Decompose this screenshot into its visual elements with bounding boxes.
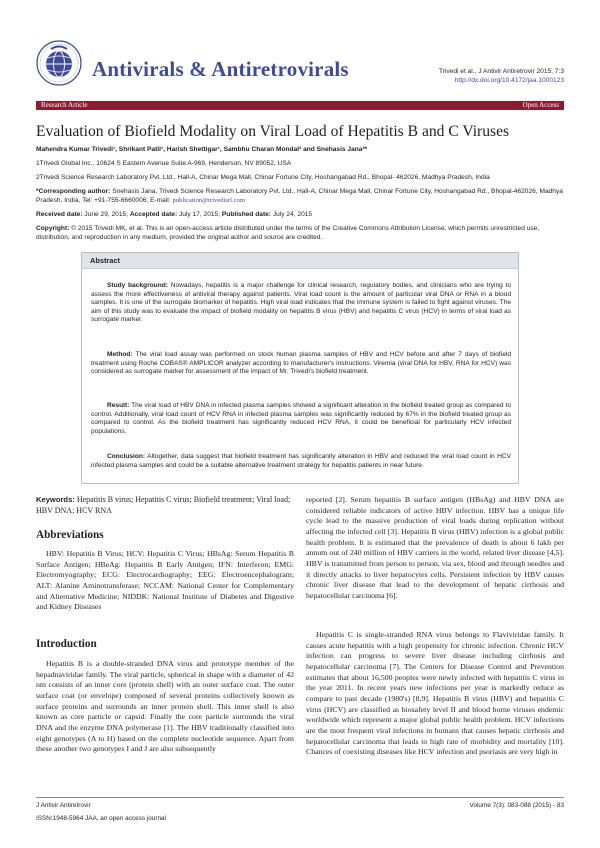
keywords-label: Keywords: <box>36 495 75 504</box>
abstract-heading: Abstract <box>82 253 518 269</box>
abstract-conclusion <box>91 453 511 470</box>
footer-issn: ISSN:1948-5964 JAA, an open access journal <box>36 815 167 822</box>
abstract-background-text: Nowadays, hepatitis is a major challenge for clinical research, regulatory bodies, and clinicians who are trying to assess the more effectiveness of antiviral therapy against patients. Viral load count is the amount of particular viral DNA or RNA in a blood samples. It is one of the surrogate biomarker of hepatitis. High viral load indicates that the immune system is failed to fight against viruses. The aim of this study was to evaluate the impact of biofield modality on hepatitis B virus (HBV) and hepatitis C virus (HCV) in terms of viral load as surrogate marker. <box>91 282 511 324</box>
copyright-label: Copyright: <box>36 225 70 232</box>
corresponding-text: Snehasis Jana, Trivedi Science Research Laboratory Pvt. Ltd., Hall-A, Chinar Mega Mall, Chinar Fortune City, Hoshangabad Rd., Bhopal-462026, Madhya Pradesh, India, Tel: +91-755-6660006; E-mail: <box>36 188 563 204</box>
received-date: June 29, 2015; <box>84 211 129 218</box>
citation-text: Trivedi et al., J Antivir Antiretrovir 2015, 7:3 <box>438 68 564 75</box>
accepted-date: July 17, 2015; <box>179 211 221 218</box>
right-column-paragraph-1: reported [2]. Serum hepatitis B surface antigen (HBsAg) and HBV DNA are considered reliable indicators of active HBV infection. HBV has a unique life cycle lead to the massive production of viral loads during replication without affecting the infected cell [3]. Hepatitis B virus (HBV) infection is a global public health problem. It is estimated that the prevalence of death is about 6 lakh per annum out of 240 million of HBV carriers in the world, related liver disease [4,5]. HBV is transmitted from person to person, via sex, blood and through needles and it directly attacks to liver hepatocytes cells. Persistent infection by HBV causes chronic liver disease that lead to the development of hepatic cirrhosis and hepatocellular carcinoma [6]. <box>306 495 564 600</box>
published-label: Published date: <box>221 211 271 218</box>
corresponding-author <box>36 188 564 205</box>
article-type-label: Research Article <box>41 101 88 109</box>
footer-journal: J Antivir Antiretrovir <box>36 802 91 809</box>
article-dates <box>36 211 564 220</box>
abstract-method <box>91 351 511 377</box>
globe-logo-icon <box>36 40 82 86</box>
keywords-text: Hepatitis B virus; Hepatitis C virus; Biofield treatment; Viral load; HBV DNA; HCV RNA <box>36 495 291 515</box>
abbreviations-text: HBV: Hepatitis B Virus; HCV: Hepatitis C Virus; HBsAg: Serum Hepatitis B Surface Antigen; HBeAg: Hepatitis B Early Antigen; IFN: Interferon; EMG: Electromyography; ECG: Electrocardiography; EEG: Electroencephalogram; ALT: Alanine Aminotransferase; NCCAM: National Center for Complementary and Alternative Medicine; NIDDK: National Institute of Diabetes and Digestive and Kidney Diseases <box>36 549 294 612</box>
corresponding-label: *Corresponding author: <box>36 188 111 195</box>
footer-volume: Volume 7(3): 083-088 (2015) - 83 <box>469 802 564 809</box>
abstract-result <box>91 402 511 436</box>
affiliation-2: 2Trivedi Science Research Laboratory Pvt. Ltd., Hall-A, Chinar Mega Mall, Chinar Fortune City, Hoshangabad Rd., Bhopal- 462026, Madhya Pradesh, India <box>36 174 490 181</box>
abstract-background-label: Study background: <box>107 282 168 289</box>
citation-block <box>439 68 564 85</box>
abstract-box <box>81 252 519 484</box>
abstract-result-label: Result: <box>107 402 130 409</box>
article-title: Evaluation of Biofield Modality on Viral Load of Hepatitis B and C Viruses <box>36 123 510 140</box>
author-list: Mahendra Kumar Trivedi¹, Shrikant Patil¹, Harish Shettigar¹, Sambhu Charan Mondal² and Snehasis Jana²* <box>36 146 368 153</box>
article-type-banner <box>36 101 564 110</box>
keywords <box>36 495 296 516</box>
abstract-method-text: The viral load assay was performed on stock human plasma samples of HBV and HCV before and after 7 days of biofield treatment using Roche COBAS® AMPLICOR analyzer according to manufacturer's instructions. Viremia (viral DNA for HBV, RNA for HCV) was considered as surrogate marker for assessment of the impact of Mr. Trivedi's biofield treatment. <box>91 351 511 376</box>
abstract-conclusion-text: Altogether, data suggest that biofield treatment has significantly alteration in HBV and reduced the viral load count in HCV infected plasma samples and could be a suitable alternative treatment strategy for hepatitis patients in near future. <box>91 453 511 469</box>
right-column-paragraph-2: Hepatitis C is single-stranded RNA virus belongs to Flaviviridae family. It causes acute hepatitis with a high propensity for chronic infection. Chronic HCV infection can progress to severe liver disease including cirrhosis and hepatocellular carcinoma [7]. The Centers for Disease Control and Prevention estimates that about 16,500 peoples were newly infected with hepatitis C virus in the year 2011. In recent years new infections per year is markedly reduce as compare to past decade (1980's) [8,9]. Hepatitis B virus (HBV) and hepatitis C virus (HCV) are classified as biosafety level II and blood borne viruses endemic worldwide which represent a major global public health problem. HCV infections are the most frequent viral infections in humans that causes hepatic cirrhosis and hepatocellular carcinoma that leads to high rate of morbidity and mortality [10]. Chances of coexisting diseases like HCV infection and psoriasis are very high in <box>306 630 564 757</box>
abstract-background <box>91 282 511 325</box>
corresponding-email-link[interactable]: publication@trivedisrl.com <box>172 196 245 204</box>
affiliation-1: 1Trivedi Global Inc., 10624 S Eastern Avenue Suite A-969, Henderson, NV 89052, USA <box>36 160 292 167</box>
accepted-label: Accepted date: <box>129 211 178 218</box>
journal-header <box>36 40 564 96</box>
doi-link[interactable]: http://dx.doi.org/10.4172/jaa.1000123 <box>454 76 564 84</box>
abstract-method-label: Method: <box>107 351 133 358</box>
copyright-text: © 2015 Trivedi MK, et al. This is an open-access article distributed under the terms of the Creative Commons Attribution License, which permits unrestricted use, distribution, and reproduction in any medium, provided the original author and source are credited. <box>36 225 540 241</box>
journal-name: Antivirals & Antiretrovirals <box>92 57 349 81</box>
abstract-result-text: The viral load of HBV DNA in infected plasma samples showed a significant alteration in the biofield treated group as compared to control. Additionally, viral load count of HCV RNA in infected plasma samples was significantly reduced by 67% in the biofield treated group as compared to control. As the biofield treatment has significantly reduced HCV RNA, it could be beneficial for particularly HCV infected populations. <box>91 402 512 435</box>
copyright-notice <box>36 225 564 242</box>
introduction-heading: Introduction <box>36 638 97 650</box>
open-access-label: Open Access <box>522 101 559 109</box>
footer-divider <box>36 797 564 798</box>
received-label: Received date: <box>36 211 83 218</box>
abbreviations-heading: Abbreviations <box>36 529 104 541</box>
introduction-paragraph-1: Hepatitis B is a double-stranded DNA virus and prototype member of the hepadnaviridae family. The viral particle, spherical in shape with a diameter of 42 nm consists of an inner core (protein shell) with an outer surface coat. The outer surface coat (or envelope) composed of several proteins collectively known as surface proteins and surrounds an inner protein shell. This inner shell is also known as core particle or capsid. Finally the core particle surrounds the viral DNA and the enzyme DNA polymerase [1]. The HBV traditionally classified into eight genotypes (A to H) based on the complete nucleotide sequence. Apart from these another two genotypes I and J are also subsequently <box>36 659 294 754</box>
published-date: July 24, 2015 <box>272 211 313 218</box>
abstract-conclusion-label: Conclusion: <box>107 453 146 460</box>
